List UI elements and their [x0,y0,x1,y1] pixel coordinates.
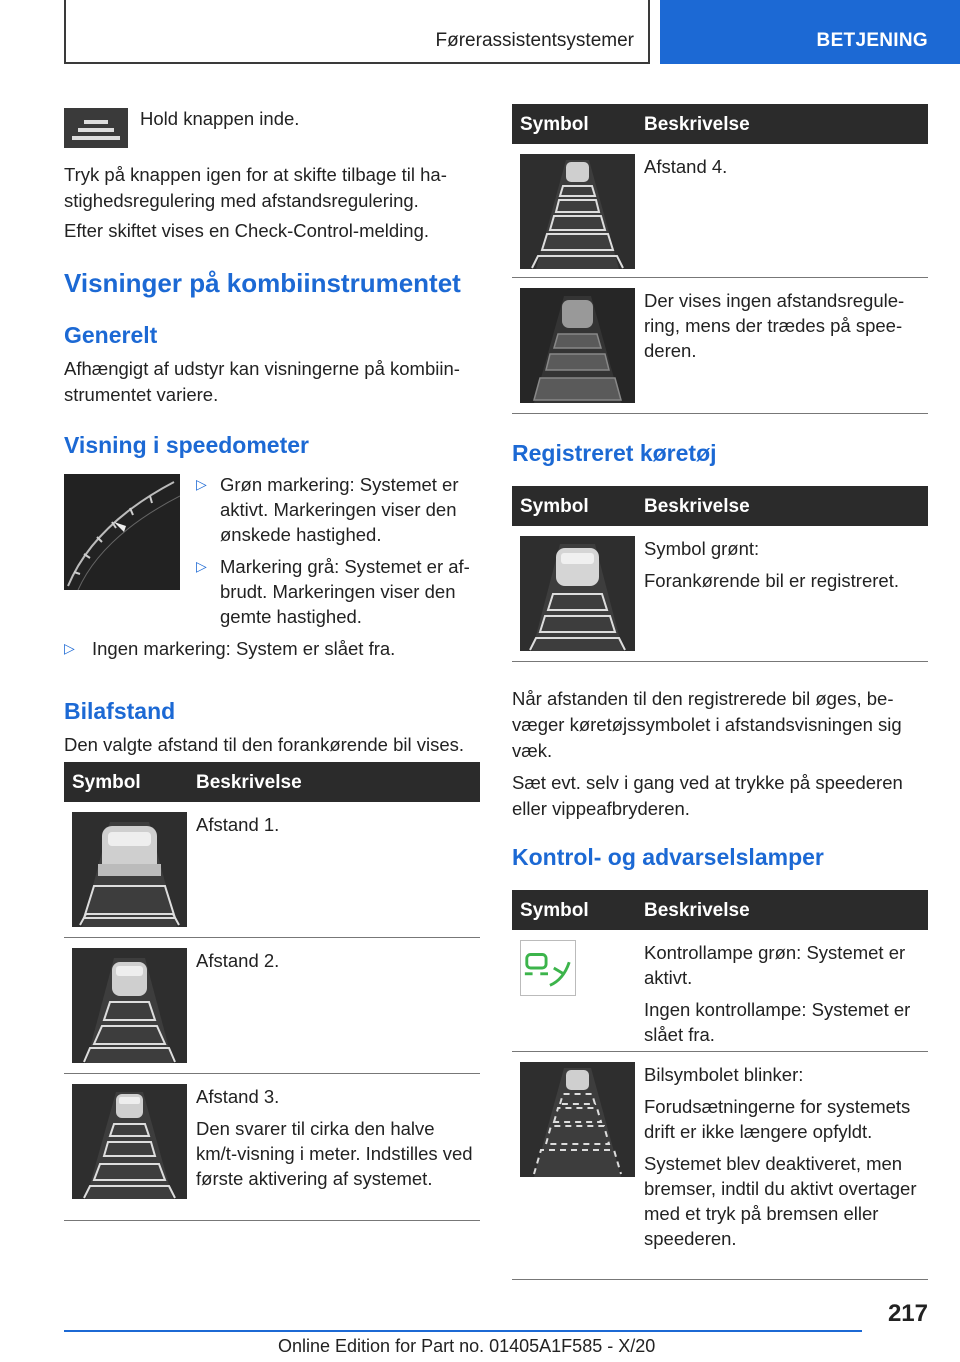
vehicle-table [512,486,928,662]
bullet-none [64,636,480,661]
table-header [512,890,928,930]
heading-registreret: Registreret køretøj [512,440,717,466]
bullet-none-text: Ingen markering: System er slået fra. [92,638,396,659]
paragraph-check-control: Efter skiftet vises en Check-Control-melding. [64,220,429,241]
row-text: Der vises ingen afstandsregulering, mens der trædes på speederen. [644,290,905,361]
col-beskrivelse: Beskrivelse [644,114,750,135]
table-header [64,762,480,802]
distance-3-image [72,1084,187,1199]
button-icon [64,108,128,148]
footer-divider [64,1330,862,1332]
row-text: Systemet blev deaktiveret, men bremser, indtil du aktivt overtager med et tryk på bremsen eller speederen. [644,1153,917,1249]
row-text: Bilsymbolet blinker: [644,1064,804,1085]
bullet-grey-text: Markering grå: Systemet er afbrudt. Markeringen viser den gemte hastighed. [220,556,470,627]
table-row [64,802,480,938]
col-beskrivelse: Beskrivelse [644,496,750,517]
table-row [512,1052,928,1280]
row-description [196,948,474,980]
paragraph-bilafstand: Den valgte afstand til den forankørende bil vises. [64,734,465,755]
blinking-vehicle-image [520,1062,635,1177]
row-text: Den svarer til cirka den halve km/t-visning i meter. Indstilles ved første aktivering af systemet. [196,1118,473,1189]
header-section-box [64,0,650,64]
distance-table [64,762,480,1221]
bullet-green-text: Grøn markering: Systemet er aktivt. Markeringen viser den ønskede hastighed. [220,474,459,545]
row-text: Ingen kontrollampe: Systemet er slået fra. [644,999,911,1045]
table-row [64,1074,480,1221]
heading-generelt: Generelt [64,322,158,348]
table-header [512,104,928,144]
col-symbol: Symbol [520,900,589,921]
table-row [512,144,928,278]
heading-speedometer: Visning i speedometer [64,432,309,458]
col-beskrivelse: Beskrivelse [196,772,302,793]
heading-bilafstand: Bilafstand [64,698,176,724]
distance-4-image [520,154,635,269]
triangle-bullet-icon: ▷ [196,558,207,574]
row-text: Forankørende bil er registreret. [644,570,899,591]
row-description [644,1062,922,1258]
footer-edition: Online Edition for Part no. 01405A1F585 - X/20 [278,1336,656,1356]
distance-table-cont [512,104,928,414]
col-symbol: Symbol [520,114,589,135]
hold-text: Hold knappen inde. [140,108,300,129]
table-header [512,486,928,526]
row-text: Afstand 2. [196,950,280,971]
table-row [64,938,480,1074]
header-section-title: Førerassistentsystemer [435,30,634,51]
col-symbol: Symbol [520,496,589,517]
page-number: 217 [887,1300,928,1327]
bullet-grey [196,554,480,629]
row-text: Afstand 1. [196,814,280,835]
paragraph-switch: Tryk på knappen igen for at skifte tilbage til hastighedsregulering med afstandsregulering. [64,164,447,211]
row-text: Kontrollampe grøn: Systemet er aktivt. [644,942,906,988]
table-row [512,278,928,414]
paragraph-saet: Sæt evt. selv i gang ved at trykke på speederen eller vippeafbryderen. [512,772,903,819]
header-chapter-tab [660,0,960,64]
row-text: Forudsætningerne for systemets drift er ikke længere opfyldt. [644,1096,911,1142]
col-symbol: Symbol [72,772,141,793]
row-text: Symbol grønt: [644,538,760,559]
row-description [196,812,474,844]
paragraph-generelt: Afhængigt af udstyr kan visningerne på kombiinstrumentet variere. [64,358,460,405]
paragraph-naar: Når afstanden til den registrerede bil øges, bevæger køretøjssymbolet i afstandsvisningen sig væk. [512,688,902,761]
row-text: Afstand 3. [196,1086,280,1107]
table-row [512,930,928,1052]
row-description [644,536,922,600]
row-description [644,940,922,1054]
table-row [512,526,928,662]
row-description [196,1084,474,1198]
bullet-green [196,472,480,547]
triangle-bullet-icon: ▷ [64,640,75,656]
no-distance-image [520,288,635,403]
lamp-table [512,890,928,1280]
row-description [644,288,922,370]
heading-visninger: Visninger på kombiinstrumentet [64,268,461,298]
col-beskrivelse: Beskrivelse [644,900,750,921]
speedometer-image [64,474,180,590]
distance-1-image [72,812,187,927]
header-chapter-title: BETJENING [816,30,928,51]
row-description [644,154,922,186]
triangle-bullet-icon: ▷ [196,476,207,492]
heading-kontrol: Kontrol- og advarselslamper [512,844,824,870]
acc-lamp-icon [520,940,576,996]
distance-2-image [72,948,187,1063]
row-text: Afstand 4. [644,156,728,177]
registered-vehicle-image [520,536,635,651]
